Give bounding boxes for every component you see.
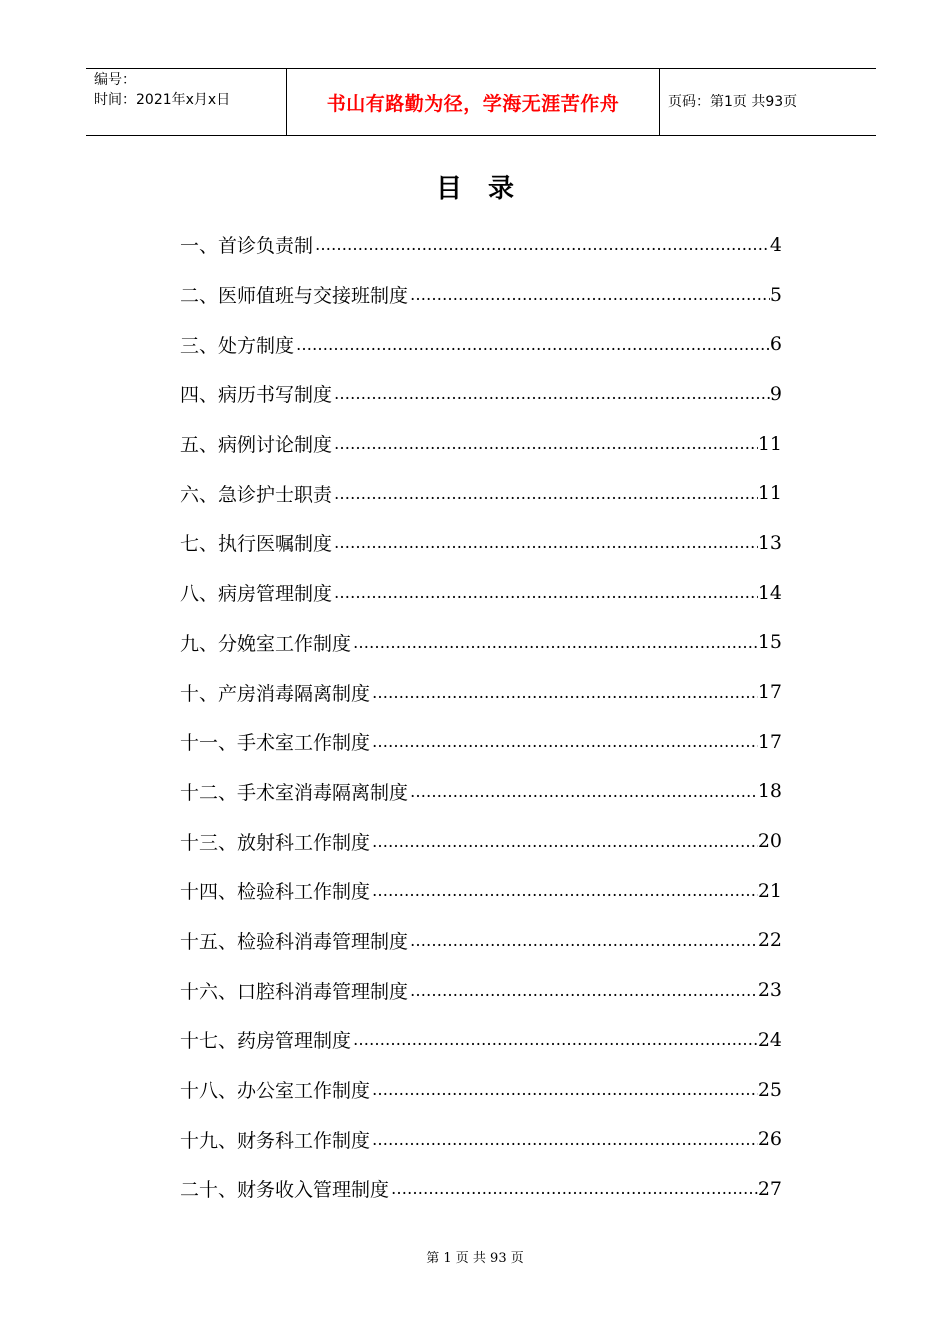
toc-entry-label: 十、产房消毒隔离制度 — [180, 682, 371, 705]
toc-entry[interactable] — [180, 220, 782, 270]
toc-title: 目录 — [435, 174, 540, 204]
toc-leader-dots — [408, 782, 758, 801]
toc-entry-page: 17 — [757, 730, 782, 753]
serial-label: 编号： — [94, 72, 136, 88]
toc-entry-label: 六、急诊护士职责 — [180, 483, 333, 506]
toc-leader-dots — [389, 1179, 758, 1198]
toc-entry-page: 14 — [757, 581, 782, 604]
page-header — [86, 68, 876, 136]
toc-entry[interactable] — [180, 1015, 782, 1065]
toc-entry-page: 4 — [769, 233, 782, 256]
toc-entry[interactable] — [180, 717, 782, 767]
toc-entry-page: 22 — [757, 929, 782, 952]
toc-leader-dots — [332, 434, 758, 453]
toc-entry[interactable] — [180, 618, 782, 668]
toc-leader-dots — [294, 335, 770, 354]
toc-entry-label: 九、分娩室工作制度 — [180, 632, 352, 655]
toc-leader-dots — [370, 1130, 758, 1149]
toc-leader-dots — [332, 533, 758, 552]
toc-entry-page: 21 — [757, 879, 782, 902]
toc-entry[interactable] — [180, 270, 782, 320]
toc-entry-label: 一、首诊负责制 — [180, 235, 314, 258]
toc-entry-page: 25 — [757, 1078, 782, 1101]
toc-leader-dots — [408, 931, 758, 950]
toc-entry[interactable] — [180, 816, 782, 866]
toc-leader-dots — [351, 1030, 758, 1049]
toc-leader-dots — [370, 881, 758, 900]
toc-entry-label: 十六、口腔科消毒管理制度 — [180, 980, 409, 1003]
toc-entry[interactable] — [180, 1114, 782, 1164]
toc-entry-page: 24 — [757, 1028, 782, 1051]
toc-leader-dots — [370, 683, 758, 702]
toc-entry-page: 27 — [757, 1177, 782, 1200]
toc-entry[interactable] — [180, 866, 782, 916]
toc-entry-page: 18 — [757, 780, 782, 803]
toc-entry[interactable] — [180, 419, 782, 469]
toc-entry[interactable] — [180, 1065, 782, 1115]
toc-entry-label: 十三、放射科工作制度 — [180, 831, 371, 854]
toc-list — [180, 220, 782, 1214]
header-meta-cell — [86, 69, 286, 135]
toc-entry[interactable] — [180, 767, 782, 817]
toc-entry-page: 6 — [769, 333, 782, 356]
toc-entry[interactable] — [180, 916, 782, 966]
toc-entry[interactable] — [180, 1164, 782, 1214]
toc-leader-dots — [370, 732, 758, 751]
toc-entry[interactable] — [180, 667, 782, 717]
toc-leader-dots — [351, 633, 758, 652]
toc-leader-dots — [370, 1080, 758, 1099]
toc-entry[interactable] — [180, 369, 782, 419]
toc-entry-label: 十八、办公室工作制度 — [180, 1080, 371, 1103]
toc-entry-label: 七、执行医嘱制度 — [180, 533, 333, 556]
header-page-cell — [660, 69, 876, 135]
page-footer: 第 1 页 共 93 页 — [426, 1251, 524, 1266]
toc-entry-label: 十五、检验科消毒管理制度 — [180, 930, 409, 953]
toc-entry-page: 17 — [757, 681, 782, 704]
toc-entry[interactable] — [180, 518, 782, 568]
toc-entry-page: 13 — [757, 531, 782, 554]
toc-entry-label: 二、医师值班与交接班制度 — [180, 285, 409, 308]
toc-entry-label: 十四、检验科工作制度 — [180, 881, 371, 904]
toc-leader-dots — [332, 484, 758, 503]
toc-leader-dots — [370, 832, 758, 851]
toc-leader-dots — [408, 285, 770, 304]
toc-leader-dots — [313, 235, 770, 254]
toc-entry-page: 23 — [757, 979, 782, 1002]
toc-entry[interactable] — [180, 965, 782, 1015]
toc-leader-dots — [408, 981, 758, 1000]
toc-entry-label: 五、病例讨论制度 — [180, 434, 333, 457]
toc-entry-label: 二十、财务收入管理制度 — [180, 1179, 390, 1202]
toc-entry-page: 5 — [769, 283, 782, 306]
toc-entry-page: 15 — [757, 631, 782, 654]
toc-entry-page: 11 — [757, 432, 782, 455]
header-motto-cell — [286, 69, 660, 135]
toc-entry-label: 十一、手术室工作制度 — [180, 732, 371, 755]
page-count-label: 页码：第1页 共93页 — [668, 93, 798, 110]
motto-text: 书山有路勤为径，学海无涯苦作舟 — [326, 92, 620, 115]
toc-entry[interactable] — [180, 468, 782, 518]
toc-entry[interactable] — [180, 568, 782, 618]
toc-entry-page: 26 — [757, 1128, 782, 1151]
toc-entry-page: 11 — [757, 482, 782, 505]
toc-leader-dots — [332, 583, 758, 602]
toc-entry-label: 三、处方制度 — [180, 334, 295, 357]
toc-entry-page: 20 — [757, 830, 782, 853]
toc-entry-label: 十二、手术室消毒隔离制度 — [180, 781, 409, 804]
time-label: 时间：2021年x月x日 — [94, 92, 231, 108]
toc-leader-dots — [332, 384, 770, 403]
toc-entry-page: 9 — [769, 382, 782, 405]
toc-entry-label: 四、病历书写制度 — [180, 384, 333, 407]
toc-entry-label: 十九、财务科工作制度 — [180, 1129, 371, 1152]
toc-entry-label: 八、病房管理制度 — [180, 583, 333, 606]
toc-entry-label: 十七、药房管理制度 — [180, 1030, 352, 1053]
toc-entry[interactable] — [180, 319, 782, 369]
